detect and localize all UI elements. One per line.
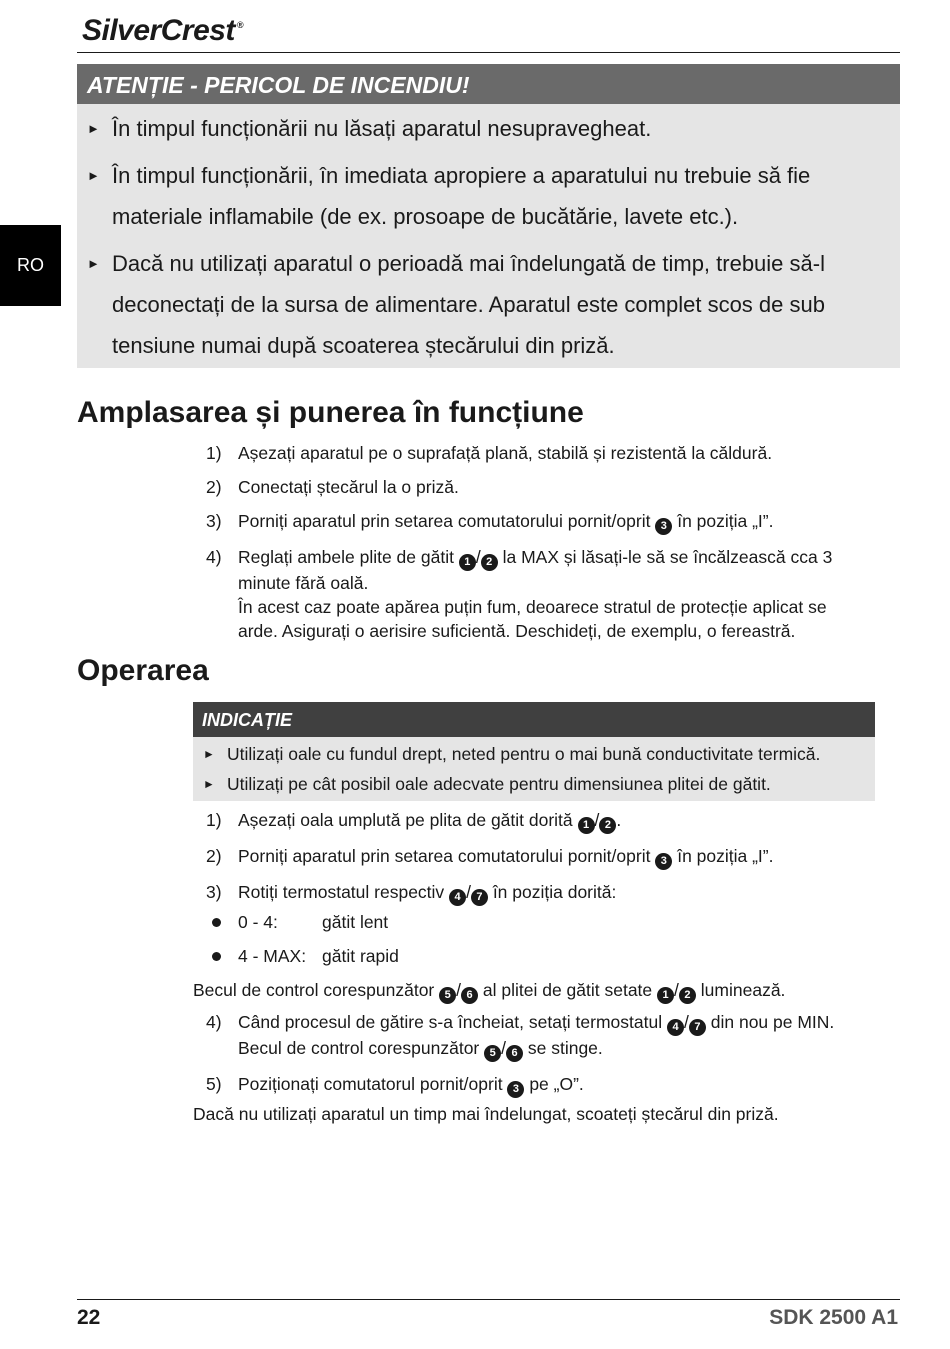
level-list [206, 910, 399, 978]
brand-logo [82, 14, 243, 48]
warning-item-text: În timpul funcționării, în imediata apropiere a aparatului nu trebuie să fie materiale inflamabile (de ex. prosoape de bucătărie, lavete etc.). [112, 163, 811, 229]
step-number: 2) [206, 846, 222, 866]
part-ref-icon: 3 [655, 518, 672, 535]
arrow-bullet-icon: ► [87, 121, 100, 136]
part-ref-icon: 3 [655, 853, 672, 870]
note-item [203, 742, 865, 766]
arrow-bullet-icon: ► [87, 256, 100, 271]
step-number: 1) [206, 810, 222, 830]
step-number: 2) [206, 477, 222, 497]
brand-name: SilverCrest [82, 14, 235, 47]
section-title-operation: Operarea [77, 654, 209, 687]
step-number: 3) [206, 882, 222, 902]
step-text: Poziționați comutatorul pornit/oprit [238, 1074, 503, 1094]
step-text: la MAX și lăsați-le să se încălzească cca 3 minute fără oală. [238, 547, 833, 593]
part-ref-icon: 7 [471, 889, 488, 906]
dot-bullet-icon [212, 918, 221, 927]
step-text: în poziția dorită: [492, 882, 617, 902]
note-title: INDICAȚIE [193, 702, 875, 737]
step-text: din nou pe MIN. Becul de control corespunzător [238, 1012, 835, 1058]
warning-item [87, 108, 870, 149]
level-range: 4 - MAX: [238, 946, 307, 966]
part-ref-icon: 4 [449, 889, 466, 906]
part-ref-icon: 5 [439, 987, 456, 1004]
part-ref-icon: 1 [578, 817, 595, 834]
level-range: 0 - 4: [238, 912, 278, 932]
operation-steps [206, 808, 846, 916]
model-number: SDK 2500 A1 [769, 1306, 898, 1329]
warning-item [87, 243, 870, 366]
unplug-paragraph: Dacă nu utilizați aparatul un timp mai îndelungat, scoateți ștecărul din priză. [193, 1104, 779, 1124]
step-text: Porniți aparatul prin setarea comutatorului pornit/oprit [238, 846, 651, 866]
step-number: 5) [206, 1074, 222, 1094]
step-text: în poziția „I”. [677, 511, 774, 531]
step-item: 1) Așezați oala umplută pe plita de gătit dorită 1 / 2 . [206, 808, 846, 834]
warning-item-text: În timpul funcționării nu lăsați aparatul nesupravegheat. [112, 116, 652, 141]
step-item [206, 441, 846, 465]
part-ref-icon: 2 [481, 554, 498, 571]
step-text: Porniți aparatul prin setarea comutatorului pornit/oprit [238, 511, 651, 531]
step-item [206, 1072, 846, 1098]
step-number: 4) [206, 547, 222, 567]
warning-title: ATENȚIE - PERICOL DE INCENDIU! [77, 64, 900, 104]
note-item [203, 772, 865, 796]
dot-bullet-icon [212, 952, 221, 961]
step-text: Reglați ambele plite de gătit [238, 547, 454, 567]
note-box [193, 702, 875, 801]
part-ref-icon: 6 [506, 1045, 523, 1062]
part-ref-icon: 1 [459, 554, 476, 571]
step-item: 4) Reglați ambele plite de gătit 1 / 2 la MAX și lăsați-le să se încălzească cca 3 minute fără oală. În acest caz poate apărea puțin fum, deoarece stratul de protecție aplicat se arde. Asigurați o aerisire suficientă. Deschideți, de exemplu, o fereastră. [206, 547, 833, 641]
arrow-bullet-icon: ► [87, 168, 100, 183]
para-text: Becul de control corespunzător [193, 980, 435, 1000]
level-item [206, 910, 399, 934]
step-text: se stinge. [527, 1038, 603, 1058]
step-number: 1) [206, 443, 222, 463]
part-ref-icon: 1 [657, 987, 674, 1004]
part-ref-icon: 7 [689, 1019, 706, 1036]
step-extra-text: În acest caz poate apărea puțin fum, deoarece stratul de protecție aplicat se arde. Asigurați o aerisire suficientă. Deschideți, de exemplu, o fereastră. [238, 597, 827, 641]
part-ref-icon: 5 [484, 1045, 501, 1062]
setup-steps [206, 441, 846, 653]
step-item: 3) Rotiți termostatul respectiv 4 / 7 în poziția dorită: [206, 880, 846, 906]
step-item: 4) Când procesul de gătire s-a încheiat, setați termostatul 4 / 7 din nou pe MIN. Becul de control corespunzător 5 / 6 se stinge. [206, 1010, 846, 1062]
step-number: 4) [206, 1012, 222, 1032]
level-desc: gătit lent [322, 912, 389, 932]
registered-mark: ® [236, 20, 244, 30]
step-text: Când procesul de gătire s-a încheiat, setați termostatul [238, 1012, 663, 1032]
operation-steps-continued [206, 1010, 846, 1108]
note-list [193, 737, 875, 796]
step-text: pe „O”. [529, 1074, 584, 1094]
level-item [206, 944, 399, 968]
part-ref-icon: 4 [667, 1019, 684, 1036]
step-text: în poziția „I”. [677, 846, 774, 866]
section-title-setup: Amplasarea și punerea în funcțiune [77, 396, 584, 429]
step-text: Așezați oala umplută pe plita de gătit dorită [238, 810, 573, 830]
header-divider [77, 52, 900, 53]
arrow-bullet-icon: ► [203, 777, 215, 791]
step-item [206, 509, 846, 535]
para-text: luminează. [700, 980, 786, 1000]
language-tab: RO [0, 225, 61, 306]
fire-warning-box [77, 64, 900, 368]
para-text: al plitei de gătit setate [482, 980, 653, 1000]
note-item-text: Utilizați pe cât posibil oale adecvate pentru dimensiunea plitei de gătit. [227, 774, 771, 794]
part-ref-icon: 3 [507, 1081, 524, 1098]
indicator-paragraph: Becul de control corespunzător 5 / 6 al plitei de gătit setate 1 / 2 luminează. [193, 978, 785, 1004]
part-ref-icon: 2 [679, 987, 696, 1004]
step-text: Așezați aparatul pe o suprafață plană, stabilă și rezistentă la căldură. [238, 443, 773, 463]
step-text: Rotiți termostatul respectiv [238, 882, 445, 902]
page-number: 22 [77, 1306, 101, 1329]
arrow-bullet-icon: ► [203, 747, 215, 761]
warning-list [77, 104, 900, 366]
part-ref-icon: 2 [599, 817, 616, 834]
level-desc: gătit rapid [322, 946, 399, 966]
warning-item [87, 155, 870, 237]
step-number: 3) [206, 511, 222, 531]
note-item-text: Utilizați oale cu fundul drept, neted pentru o mai bună conductivitate termică. [227, 744, 821, 764]
part-ref-icon: 6 [461, 987, 478, 1004]
step-item [206, 475, 846, 499]
step-text: . [616, 810, 622, 830]
footer-divider [77, 1299, 900, 1300]
step-text: Conectați ștecărul la o priză. [238, 477, 459, 497]
warning-item-text: Dacă nu utilizați aparatul o perioadă mai îndelungată de timp, trebuie să-l deconectați de la sursa de alimentare. Aparatul este complet scos de sub tensiune numai după scoaterea ștecărului din priză. [112, 251, 825, 358]
step-item [206, 844, 846, 870]
